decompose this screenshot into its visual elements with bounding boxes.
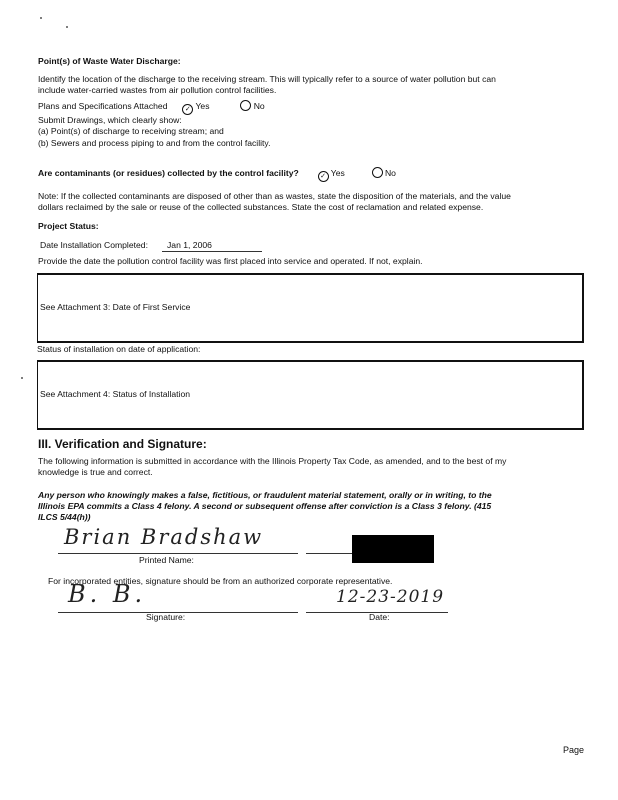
page-footer: Page bbox=[563, 745, 585, 755]
date-installation-underline bbox=[162, 251, 262, 252]
submit-item-b: (b) Sewers and process piping to and from the control facility. bbox=[38, 138, 271, 148]
plans-yes-label: Yes bbox=[195, 101, 210, 111]
plans-no-radio[interactable] bbox=[240, 100, 251, 111]
contaminants-row bbox=[38, 167, 396, 182]
contaminants-question: Are contaminants (or residues) collected by the control facility? bbox=[38, 168, 299, 178]
wastewater-instruction-line2: include water-carried wastes from air pollution control facilities. bbox=[38, 85, 277, 95]
verification-line1: The following information is submitted in accordance with the Illinois Property Tax Code, as amended, and to the best of my bbox=[38, 456, 507, 466]
first-service-text: See Attachment 3: Date of First Service bbox=[40, 302, 191, 312]
project-status-heading: Project Status: bbox=[38, 221, 99, 231]
verification-line2: knowledge is true and correct. bbox=[38, 467, 153, 477]
submit-item-a: (a) Point(s) of discharge to receiving stream; and bbox=[38, 126, 224, 136]
wastewater-instruction-line1: Identify the location of the discharge to the receiving stream. This will typically refer to a source of water pollution but can bbox=[38, 74, 496, 84]
date-handwriting[interactable]: 12-23-2019 bbox=[336, 587, 445, 607]
first-service-textbox[interactable] bbox=[37, 273, 584, 343]
redacted-block bbox=[352, 535, 434, 563]
contaminants-note-line2: dollars reclaimed by the sale or reuse of the collected substances. State the cost of reclamation and related expense. bbox=[38, 202, 484, 212]
scan-speck bbox=[66, 26, 68, 28]
printed-name-line bbox=[58, 553, 298, 554]
warning-line1: Any person who knowingly makes a false, fictitious, or fraudulent material statement, orally or in writing, to the bbox=[38, 490, 492, 500]
wastewater-heading: Point(s) of Waste Water Discharge: bbox=[38, 56, 181, 66]
submit-drawings-label: Submit Drawings, which clearly show: bbox=[38, 115, 182, 125]
plans-yes-radio[interactable] bbox=[182, 104, 193, 115]
date-label: Date: bbox=[369, 612, 390, 622]
contaminants-yes-radio[interactable] bbox=[318, 171, 329, 182]
signature-handwriting[interactable]: B. B. bbox=[68, 580, 147, 608]
contaminants-note-line1: Note: If the collected contaminants are disposed of other than as wastes, state the disposition of the materials, and the value bbox=[38, 191, 511, 201]
warning-line3: ILCS 5/44(h)) bbox=[38, 512, 91, 522]
warning-line2: Illinois EPA commits a Class 4 felony. A second or subsequent offense after conviction is a Class 3 felony. (415 bbox=[38, 501, 492, 511]
contaminants-yes-label: Yes bbox=[330, 168, 345, 178]
signature-label: Signature: bbox=[146, 612, 186, 622]
plans-no-label: No bbox=[253, 101, 265, 111]
provide-date-instruction: Provide the date the pollution control facility was first placed into service and operated. If not, explain. bbox=[38, 256, 423, 266]
verification-heading: III. Verification and Signature: bbox=[38, 437, 207, 451]
status-installation-textbox[interactable] bbox=[37, 360, 584, 430]
corporate-signature-note: For incorporated entities, signature should be from an authorized corporate representative. bbox=[48, 576, 393, 586]
check-mark-icon: ✓ bbox=[184, 106, 191, 113]
plans-specifications-label: Plans and Specifications Attached bbox=[38, 101, 168, 111]
date-installation-value[interactable]: Jan 1, 2006 bbox=[167, 240, 212, 250]
contaminants-no-label: No bbox=[384, 168, 396, 178]
scan-speck bbox=[21, 377, 23, 379]
status-installation-label: Status of installation on date of application: bbox=[37, 344, 201, 354]
status-installation-text: See Attachment 4: Status of Installation bbox=[40, 389, 191, 399]
date-installation-label: Date Installation Completed: bbox=[40, 240, 148, 250]
scan-speck bbox=[40, 17, 42, 19]
check-mark-icon: ✓ bbox=[320, 173, 326, 180]
plans-specifications-row bbox=[38, 100, 265, 115]
contaminants-no-radio[interactable] bbox=[372, 167, 383, 178]
printed-name-label: Printed Name: bbox=[139, 555, 194, 565]
printed-name-handwriting[interactable]: Brian Bradshaw bbox=[64, 525, 264, 549]
